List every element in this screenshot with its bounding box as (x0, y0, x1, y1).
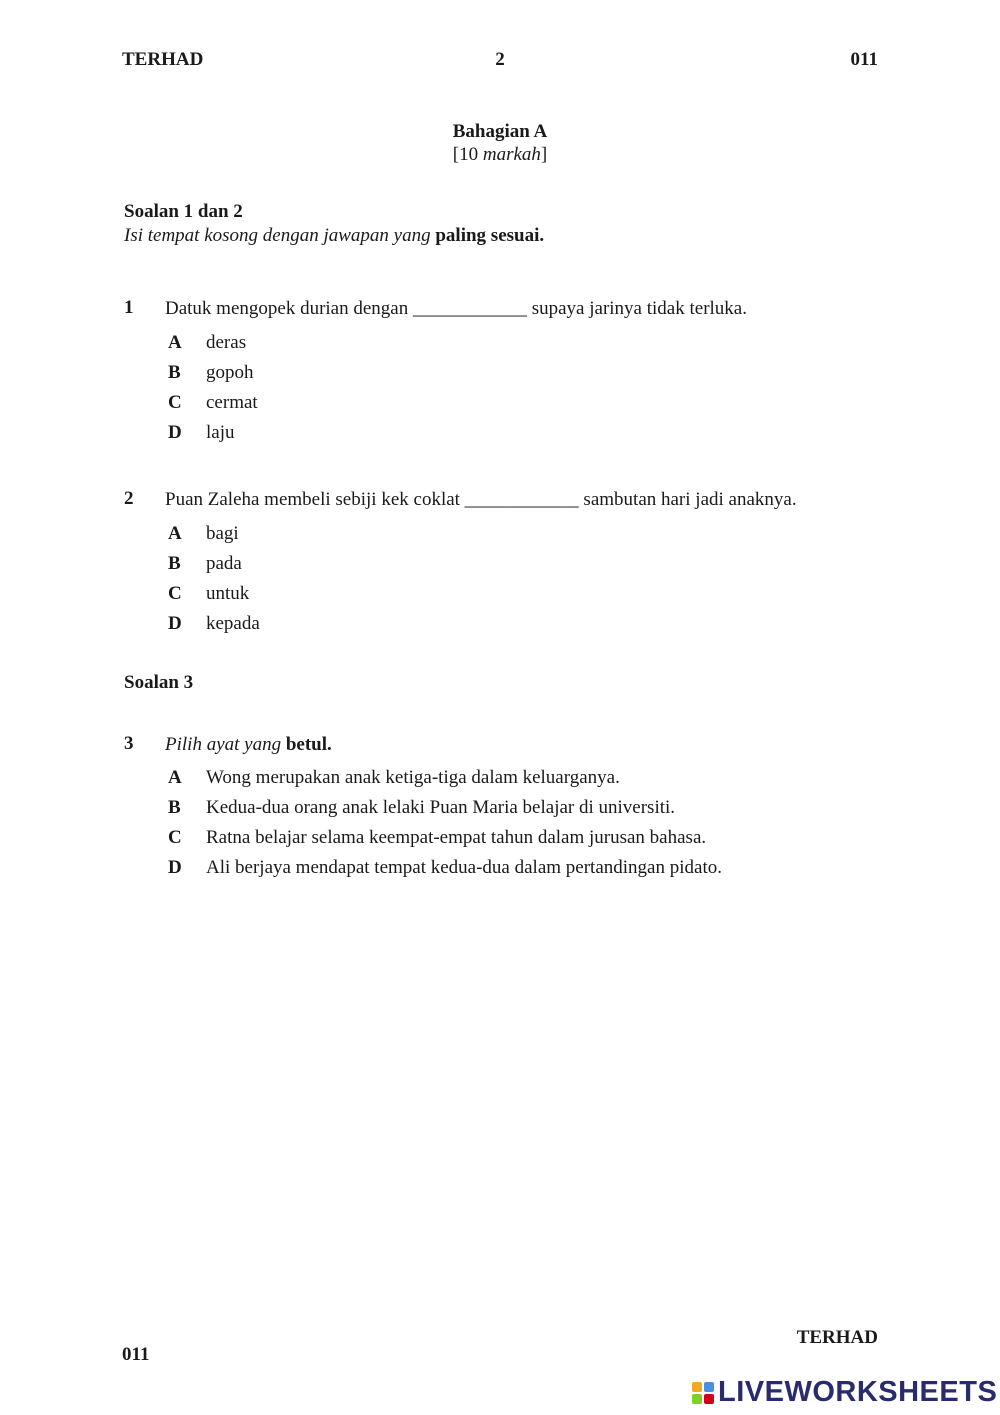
logo-square (692, 1394, 702, 1404)
option-text[interactable]: untuk (206, 583, 250, 604)
option-letter[interactable]: D (168, 422, 182, 443)
header-paper-code: 011 (850, 49, 878, 70)
option-letter[interactable]: D (168, 857, 182, 878)
question-text: Datuk mengopek durian dengan ____________ supaya jarinya tidak terluka. (165, 298, 747, 319)
option-text[interactable]: Ali berjaya mendapat tempat kedua-dua dalam pertandingan pidato. (206, 857, 722, 878)
option-text[interactable]: pada (206, 553, 242, 574)
option-letter[interactable]: A (168, 767, 182, 788)
question-text-bold: betul. (285, 734, 332, 755)
marks-open: [10 (452, 144, 483, 165)
footer-restricted-label: TERHAD (796, 1327, 878, 1348)
option-text[interactable]: deras (206, 332, 247, 353)
header-restricted-label: TERHAD (122, 49, 204, 70)
option-letter[interactable]: A (168, 523, 182, 544)
logo-square (704, 1382, 714, 1392)
option-text[interactable]: gopoh (206, 362, 254, 383)
option-letter[interactable]: B (168, 362, 181, 383)
option-letter[interactable]: C (168, 392, 182, 413)
group-title-3: Soalan 3 (124, 672, 194, 693)
question-text: Puan Zaleha membeli sebiji kek coklat ____________ sambutan hari jadi anaknya. (165, 489, 797, 510)
question-number: 3 (124, 733, 134, 754)
footer-paper-code: 011 (122, 1344, 150, 1365)
option-text[interactable]: cermat (206, 392, 258, 413)
question-text (165, 734, 332, 756)
instruction-bold: paling sesuai. (435, 225, 545, 246)
section-marks (0, 144, 1000, 166)
section-title: Bahagian A (452, 121, 548, 142)
liveworksheets-logo (692, 1376, 997, 1409)
option-letter[interactable]: C (168, 827, 182, 848)
group-title-1-2: Soalan 1 dan 2 (124, 201, 243, 222)
option-letter[interactable]: D (168, 613, 182, 634)
question-number: 2 (124, 488, 134, 509)
page-number: 2 (495, 49, 505, 70)
option-text[interactable]: Kedua-dua orang anak lelaki Puan Maria belajar di universiti. (206, 797, 676, 818)
option-text[interactable]: laju (206, 422, 235, 443)
option-letter[interactable]: A (168, 332, 182, 353)
logo-mark-icon (692, 1382, 714, 1404)
option-letter[interactable]: C (168, 583, 182, 604)
logo-square (692, 1382, 702, 1392)
option-text[interactable]: Wong merupakan anak ketiga-tiga dalam keluarganya. (206, 767, 620, 788)
option-letter[interactable]: B (168, 797, 181, 818)
logo-square (704, 1394, 714, 1404)
option-text[interactable]: kepada (206, 613, 260, 634)
marks-word: markah (482, 144, 541, 165)
question-text-italic: Pilih ayat yang (165, 734, 286, 755)
instruction-italic: Isi tempat kosong dengan jawapan yang (124, 225, 436, 246)
option-text[interactable]: Ratna belajar selama keempat-empat tahun dalam jurusan bahasa. (206, 827, 707, 848)
logo-text: LIVEWORKSHEETS (718, 1376, 998, 1408)
marks-close: ] (540, 144, 548, 165)
option-letter[interactable]: B (168, 553, 181, 574)
question-number: 1 (124, 297, 134, 318)
instruction (124, 225, 544, 247)
option-text[interactable]: bagi (206, 523, 239, 544)
